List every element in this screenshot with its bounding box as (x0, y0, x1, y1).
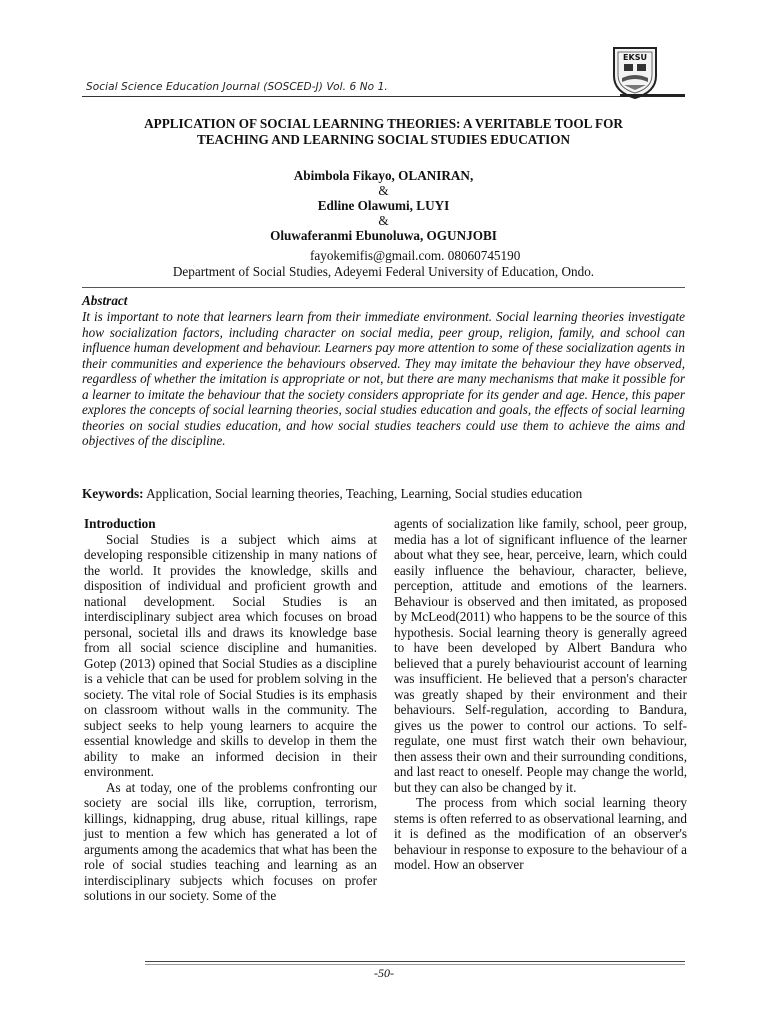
footer-rule (145, 961, 685, 962)
body-paragraph: As at today, one of the problems confronting our society are social ills like, corruption, terrorism, killings, kidnapping, drug abuse, ritual killings, rape just to mention a few which has generated a lot of arguments among the academics that what has been the role of social studies teaching and learning as an interdisciplinary subjects which focuses on profer solutions in our society. Some of the (84, 779, 377, 903)
ampersand-2: & (378, 213, 389, 228)
ampersand-1: & (378, 183, 389, 198)
author-1: Abimbola Fikayo, OLANIRAN, (293, 168, 474, 183)
journal-header: Social Science Education Journal (SOSCED-J) Vol. 6 No 1. (86, 81, 388, 93)
author-block (82, 168, 685, 243)
body-column-left (84, 516, 377, 904)
keywords-line (82, 486, 685, 502)
footer-rule-secondary (145, 964, 685, 965)
author-2: Edline Olawumi, LUYI (317, 198, 450, 213)
body-paragraph: The process from which social learning theory stems is often referred to as observational learning, and it is defined as the modification of an observer's behaviour in response to exposure to the behaviour of a model. How an observer (394, 795, 687, 872)
title-line-2: TEACHING AND LEARNING SOCIAL STUDIES EDUCATION (196, 132, 571, 147)
body-column-right (394, 516, 687, 873)
page-number: -50- (374, 966, 394, 980)
abstract-text: It is important to note that learners learn from their immediate environment. Social learning theories investigate how socialization factors, including character on social media, peer group, religion, family, and school can influence human development and behaviour. Learners pay more attention to some of these socialization agents in their communities and experience the behaviours observed. They may imitate the behaviour they have observed, regardless of whether the imitation is appropriate or not, but there are many mechanisms that make it possible for a learner to imitate the behaviour that the society considers appropriate for its gender and age. Hence, this paper explores the concepts of social learning theories, social studies education and goals, the effects of social learning theories on social studies education, and how social studies teachers could use them to achieve the aims and objectives of the discipline. (82, 309, 685, 448)
introduction-heading: Introduction (84, 516, 156, 531)
abstract-heading: Abstract (82, 293, 128, 308)
body-paragraph: agents of socialization like family, school, peer group, media has a lot of significant influence of the learner about what they see, hear, perceive, learn, which could easily influence the behaviour, character, believe, perception, attitude and emotions of the learners. Behaviour is observed and then imitated, as proposed by McLeod(2011) who happens to be the source of this hypothesis. Social learning theory is generally agreed to have been developed by Albert Bandura who believed that a purely behaviourist account of learning was insufficient. He believed that a person's character was greatly shaped by their environment and their behaviours. Self-regulation, according to Bandura, gives us the power to control our actions. To self-regulate, one must first watch their own behaviour, then assess their own and their surrounding conditions, and last react to oneself. People may change the world, but they can also be changed by it. (394, 516, 687, 795)
author-3: Oluwaferanmi Ebunoluwa, OGUNJOBI (270, 228, 497, 243)
title-line-1: APPLICATION OF SOCIAL LEARNING THEORIES: A VERITABLE TOOL FOR (144, 116, 623, 131)
abstract-rule (82, 287, 685, 288)
body-paragraph: Social Studies is a subject which aims at developing responsible citizenship in many nations of the world. It provides the knowledge, skills and disposition of individual and proficient growth and national development. Social Studies is an interdisciplinary subject area which focuses on broad personal, societal ills and draws its knowledge base from all social science discipline and humanities. Gotep (2013) opined that Social Studies as a discipline is a vehicle that can be used for problem solving in the society. The vital role of Social Studies is its emphasis on classroom without walls in the community. The subject seeks to help young learners to acquire the essential knowledge and skills to develop in them the ability to make an informed decision in their environment. (84, 531, 377, 779)
author-contact: fayokemifis@gmail.com. 08060745190 (310, 248, 521, 263)
header-rule (82, 96, 685, 97)
paper-title (82, 116, 685, 148)
university-seal-icon (610, 42, 660, 100)
header-rule-accent (620, 94, 685, 97)
seal-lettering: EKSU (623, 53, 647, 62)
author-affiliation: Department of Social Studies, Adeyemi Federal University of Education, Ondo. (172, 264, 595, 279)
keywords-list: Application, Social learning theories, Teaching, Learning, Social studies education (143, 486, 583, 501)
keywords-label: Keywords: (82, 486, 144, 501)
